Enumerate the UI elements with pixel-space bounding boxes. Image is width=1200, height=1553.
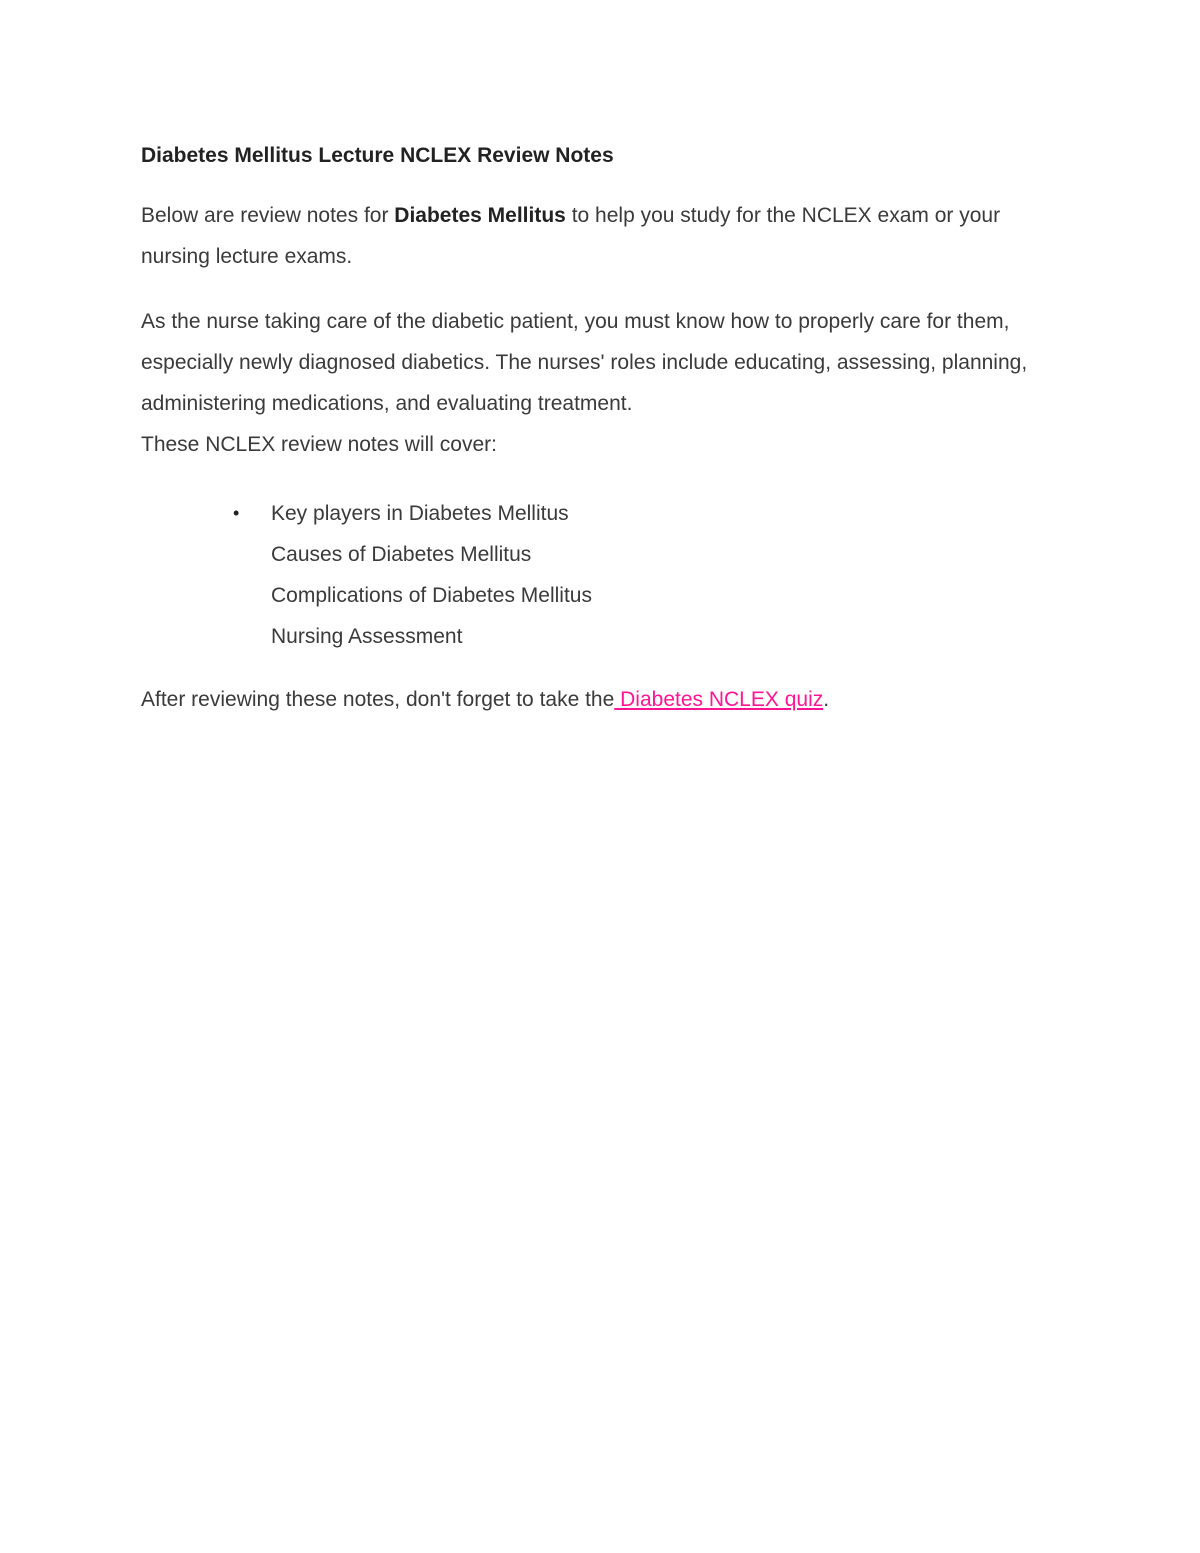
bullet-icon: • (233, 503, 240, 523)
document-page (141, 140, 1071, 720)
list-item (271, 575, 1071, 616)
closing-paragraph (141, 679, 1071, 720)
nurse-role-paragraph: As the nurse taking care of the diabetic patient, you must know how to properly care for them, especially newly diagnosed diabetics. The nurses' roles include educating, assessing, planning, administering medications, and evaluating treatment. (141, 310, 1028, 415)
list-item-label: Nursing Assessment (271, 625, 463, 648)
intro-paragraph (141, 195, 1071, 277)
quiz-link[interactable]: Diabetes NCLEX quiz (614, 688, 824, 711)
intro-bold-term: Diabetes Mellitus (394, 204, 566, 227)
coverage-intro: These NCLEX review notes will cover: (141, 433, 497, 456)
list-item (233, 493, 1071, 534)
list-item-label: Causes of Diabetes Mellitus (271, 543, 532, 566)
list-item-label: Key players in Diabetes Mellitus (271, 502, 569, 525)
list-item-label: Complications of Diabetes Mellitus (271, 584, 592, 607)
list-item (271, 616, 1071, 657)
list-item (271, 534, 1071, 575)
intro-text-end: to help you study for the NCLEX exam or your nursing lecture exams. (141, 204, 1001, 268)
closing-text-end: . (823, 688, 830, 711)
intro-text-start: Below are review notes for (141, 204, 395, 227)
closing-text-start: After reviewing these notes, don't forget to take the (141, 688, 615, 711)
document-title: Diabetes Mellitus Lecture NCLEX Review Notes (141, 144, 614, 167)
coverage-list (141, 493, 1071, 657)
